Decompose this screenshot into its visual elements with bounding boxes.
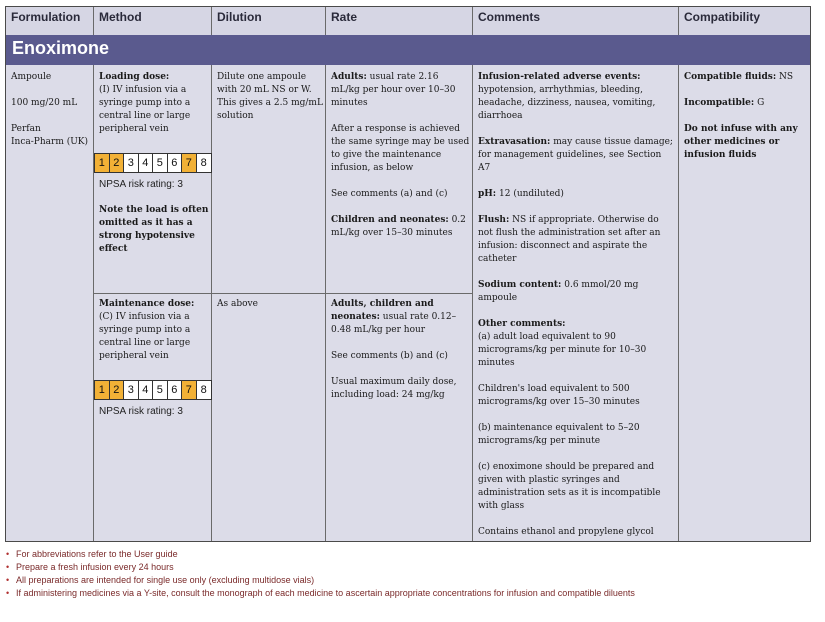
formulation-supplier: Inca-Pharm (UK): [11, 137, 89, 147]
maintenance-method: [99, 298, 209, 363]
rate-maint-text: usual rate 0.12–0.48 mL/kg per hour: [331, 312, 457, 335]
comment-ethanol: Contains ethanol and propylene glycol: [478, 527, 654, 537]
sodium-label: Sodium content:: [478, 280, 562, 290]
loading-method: [99, 71, 209, 136]
footnote: • For abbreviations refer to the User guide: [6, 548, 635, 561]
row-divider: [94, 293, 473, 294]
maintenance-method-title: Maintenance dose:: [99, 299, 195, 309]
compatible-label: Compatible fluids:: [684, 72, 777, 82]
formulation-type: Ampoule: [11, 72, 52, 82]
header-dilution: Dilution: [212, 7, 326, 35]
maintenance-dilution: As above: [217, 299, 258, 309]
ph-label: pH:: [478, 189, 497, 199]
rate-max-dose: Usual maximum daily dose, including load: 24 mg/kg: [331, 377, 457, 400]
maintenance-method-text: (C) IV infusion via a syringe pump into a central line or large peripheral vein: [99, 312, 191, 361]
npsa-cell: 1: [95, 154, 110, 172]
npsa-cell: 2: [110, 381, 125, 399]
comment-children: Children's load equivalent to 500 micrograms/kg over 15–30 minutes: [478, 384, 640, 407]
incompatible-text: G: [757, 98, 765, 108]
rate-children-label: Children and neonates:: [331, 215, 449, 225]
footnotes: [6, 548, 635, 600]
npsa-cell: 8: [197, 381, 211, 399]
npsa-cell: 2: [110, 154, 125, 172]
footnote: • If administering medicines via a Y-site, consult the monograph of each medicine to ascertain appropriate concentrations for infusion and compatible diluents: [6, 587, 635, 600]
header-method: Method: [94, 7, 212, 35]
maintenance-npsa-scale: [94, 380, 212, 400]
footnote: • All preparations are intended for single use only (excluding multidose vials): [6, 574, 635, 587]
ph-text: 12 (undiluted): [499, 189, 564, 199]
rate-maint-label: Adults, children and neonates:: [331, 299, 434, 322]
npsa-cell: 5: [153, 381, 168, 399]
drug-title: Enoximone: [6, 35, 810, 65]
rate-adults-text: usual rate 2.16 mL/kg per hour over 10–30 minutes: [331, 72, 456, 108]
npsa-cell: 4: [139, 154, 154, 172]
do-not-infuse: Do not infuse with any other medicines or infusion fluids: [684, 124, 798, 160]
maintenance-npsa-rating: NPSA risk rating: 3: [99, 406, 183, 417]
npsa-cell: 3: [124, 381, 139, 399]
extravasation-label: Extravasation:: [478, 137, 551, 147]
comments-cell: [478, 71, 676, 552]
rate-children-text: 0.2 mL/kg over 15–30 minutes: [331, 215, 466, 238]
adverse-label: Infusion-related adverse events:: [478, 72, 641, 82]
other-comments-label: Other comments:: [478, 319, 566, 329]
formulation-strength: 100 mg/20 mL: [11, 98, 78, 108]
flush-label: Flush:: [478, 215, 510, 225]
npsa-cell: 6: [168, 381, 183, 399]
rate-adults-label: Adults:: [331, 72, 367, 82]
comment-a: (a) adult load equivalent to 90 micrograms/kg per minute for 10–30 minutes: [478, 332, 647, 368]
header-comments: Comments: [473, 7, 679, 35]
header-compatibility: Compatibility: [679, 7, 810, 35]
npsa-cell: 4: [139, 381, 154, 399]
npsa-cell: 1: [95, 381, 110, 399]
footnote: • Prepare a fresh infusion every 24 hours: [6, 561, 635, 574]
sodium-text: 0.6 mmol/20 mg ampoule: [478, 280, 639, 303]
npsa-cell: 3: [124, 154, 139, 172]
comment-b: (b) maintenance equivalent to 5–20 micrograms/kg per minute: [478, 423, 640, 446]
compatibility-cell: [684, 71, 806, 175]
npsa-cell: 7: [182, 154, 197, 172]
extravasation-text: may cause tissue damage; for management guidelines, see Section A7: [478, 137, 673, 173]
adverse-text: hypotension, arrhythmias, bleeding, headache, dizziness, nausea, vomiting, diarrhoea: [478, 85, 656, 121]
maintenance-rate: [331, 298, 470, 415]
compatible-text: NS: [779, 72, 794, 82]
npsa-cell: 7: [182, 381, 197, 399]
rate-after-text: After a response is achieved the same syringe may be used to give the maintenance infusion, as below: [331, 124, 470, 173]
loading-method-text: (I) IV infusion via a syringe pump into a central line or large peripheral vein: [99, 85, 191, 134]
header-formulation: Formulation: [6, 7, 94, 35]
loading-rate: [331, 71, 470, 253]
loading-npsa-scale: [94, 153, 212, 173]
flush-text: NS if appropriate. Otherwise do not flush the administration set after an infusion: disconnect and aspirate the catheter: [478, 215, 661, 264]
incompatible-label: Incompatible:: [684, 98, 755, 108]
rate-see-loading: See comments (a) and (c): [331, 189, 448, 199]
formulation-cell: [11, 71, 91, 149]
comment-c: (c) enoximone should be prepared and given with plastic syringes and administration sets as it is incompatible with glass: [478, 462, 661, 511]
npsa-cell: 6: [168, 154, 183, 172]
npsa-cell: 8: [197, 154, 211, 172]
npsa-cell: 5: [153, 154, 168, 172]
loading-note: Note the load is often omitted as it has a strong hypotensive effect: [99, 205, 209, 254]
header-rate: Rate: [326, 7, 473, 35]
loading-npsa-rating: NPSA risk rating: 3: [99, 179, 183, 190]
loading-dilution: Dilute one ampoule with 20 mL NS or W. This gives a 2.5 mg/mL solution: [217, 72, 323, 121]
formulation-brand: Perfan: [11, 124, 41, 134]
monograph-table: [5, 6, 811, 542]
loading-method-title: Loading dose:: [99, 72, 170, 82]
rate-see-maintenance: See comments (b) and (c): [331, 351, 448, 361]
